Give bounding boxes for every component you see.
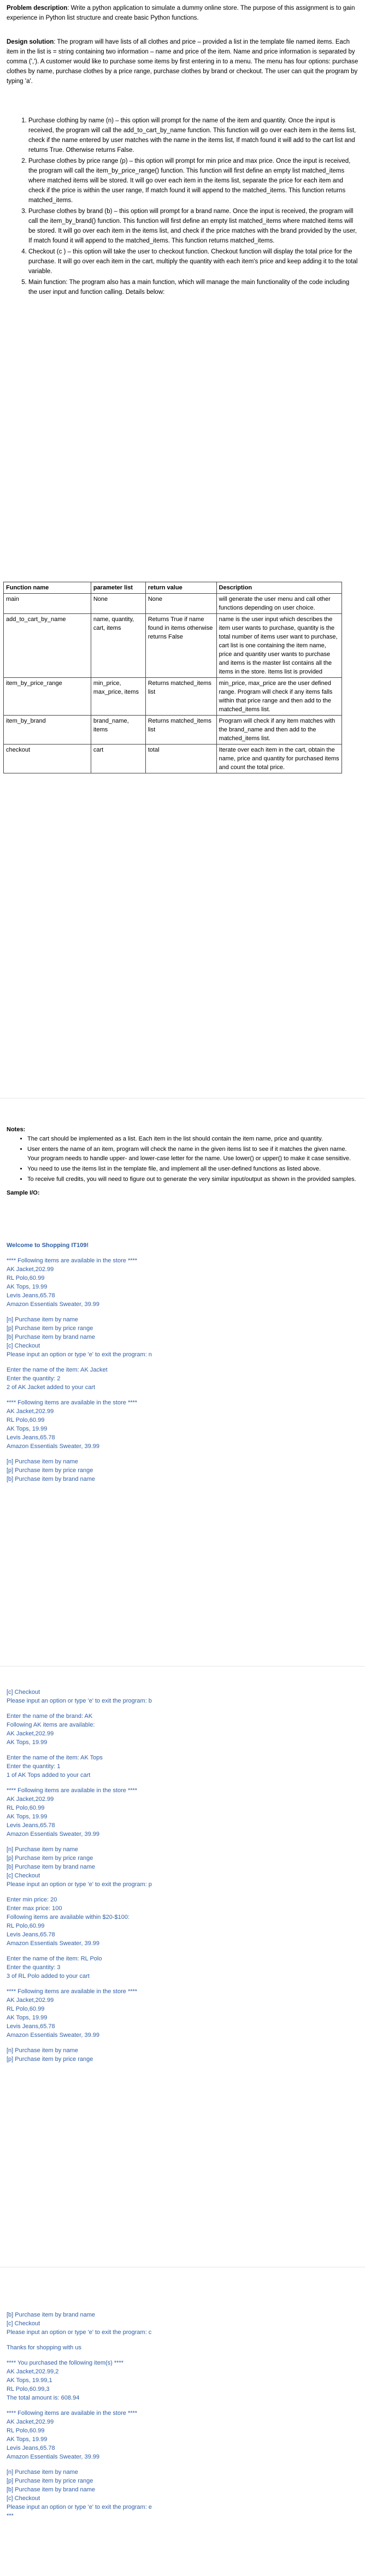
list-item: Amazon Essentials Sweater, 39.99 xyxy=(7,1443,99,1450)
list-item: 3. Purchase clothes by brand (b) – this option will prompt for a brand name. Once the input is received, the program will call the item_by_brand() function. This function will first define an empty list matched_items where matched items will be stored. It will go over each item in the items list, and check if the price matches with the brand provided by the user, If match found it will append to the matched_items. This function returns matched_items. xyxy=(28,206,358,246)
welcome-text: Welcome to Shopping IT109! xyxy=(7,1242,89,1249)
prompt-line: Please input an option or type 'e' to exit the program: e xyxy=(7,2504,152,2510)
design-paragraph xyxy=(0,37,365,86)
list-item: RL Polo,60.99 xyxy=(7,1275,45,1281)
sample-label: Sample I/O: xyxy=(7,1190,40,1196)
list-item: RL Polo,60.99 xyxy=(7,1417,45,1423)
menu-option: [n] Purchase item by name xyxy=(7,2469,78,2475)
status-line: Following items are available within $20-$100: xyxy=(7,1914,130,1921)
avail-header: **** Following items are available in the store **** xyxy=(7,1787,138,1794)
list-item: RL Polo,60.99 xyxy=(7,2427,45,2434)
list-item: 2. Purchase clothes by price range (p) – this option will prompt for min price and max price. Once the input is received, the program will call the item_by_price_range() function. This function will first define an empty list matched_items where matched items will be stored. It will go over each item in the items list, separate the price for each item and check if the price is within the user range, If match found it will append to the matched_items. This function returns matched_items. xyxy=(28,156,358,205)
table-cell: checkout xyxy=(4,745,91,773)
table-cell: item_by_price_range xyxy=(4,678,91,716)
prompt-line: Enter the name of the item: RL Polo xyxy=(7,1955,102,1962)
table-cell: total xyxy=(145,745,216,773)
table-cell: will generate the user menu and call other functions depending on user choice. xyxy=(216,594,342,614)
total-line: The total amount is: 608.94 xyxy=(7,2395,80,2401)
prompt-line: Enter the name of the item: AK Tops xyxy=(7,1754,103,1761)
list-item: 5. Main function: The program also has a main function, which will manage the main functionality of the code including the user input and function calling. Details below: xyxy=(28,277,358,297)
table-cell: add_to_cart_by_name xyxy=(4,614,91,678)
prompt-line: Enter the name of the item: AK Jacket xyxy=(7,1367,108,1373)
table-cell: Iterate over each item in the cart, obtain the name, price and quantity for purchased items and count the total price. xyxy=(216,745,342,773)
sample-io-part-3 xyxy=(7,2311,356,2527)
list-item: AK Jacket,202.99 xyxy=(7,1997,54,2004)
menu-option: [b] Purchase item by brand name xyxy=(7,2486,96,2493)
table-cell: None xyxy=(145,594,216,614)
purchased-header: **** You purchased the following item(s) **** xyxy=(7,2360,124,2366)
table-header: return value xyxy=(145,582,216,594)
numbered-list xyxy=(0,116,365,298)
avail-header: **** Following items are available in the store **** xyxy=(7,1257,138,1264)
design-text: : The program will have lists of all clothes and price – provided a list in the template file named items. Each item in the list is = string containing two information – name and price of the item. Name and price information is separated by comma (','). A customer would like to purchase some items by first entering in to a menu. The menu has four options: purchase clothes by name, purchase clothes by a price range, purchase clothes by brand or checkout. The user can quit the program by typing 'a'. xyxy=(7,39,358,85)
prompt-line: Enter the quantity: 2 xyxy=(7,1375,61,1382)
function-table xyxy=(3,582,342,773)
notes-label: Notes: xyxy=(7,1126,26,1133)
menu-option: [p] Purchase item by price range xyxy=(7,1467,93,1474)
prompt-line: Enter the name of the brand: AK xyxy=(7,1713,93,1720)
menu-option: [p] Purchase item by price range xyxy=(7,1855,93,1862)
table-cell: min_price, max_price are the user defined range. Program will check if any items falls within that price range and then add to the matched_items list. xyxy=(216,678,342,716)
prompt-line: Please input an option or type 'e' to exit the program: c xyxy=(7,2329,152,2336)
table-header: Function name xyxy=(4,582,91,594)
table-cell: item_by_brand xyxy=(4,716,91,745)
menu-option: [c] Checkout xyxy=(7,2320,40,2327)
thanks-text: Thanks for shopping with us xyxy=(7,2344,81,2351)
list-item: Levis Jeans,65.78 xyxy=(7,2023,55,2030)
sample-io-part-2 xyxy=(7,1688,356,2070)
table-cell: Returns matched_items list xyxy=(145,716,216,745)
menu-option: [p] Purchase item by price range xyxy=(7,2056,93,2063)
table-row xyxy=(4,594,342,614)
list-item: Levis Jeans,65.78 xyxy=(7,2445,55,2451)
list-item: AK Tops, 19.99 xyxy=(7,1284,48,1290)
list-item: AK Tops, 19.99 xyxy=(7,1813,48,1820)
prompt-line: Please input an option or type 'e' to exit the program: p xyxy=(7,1881,152,1888)
menu-option: [b] Purchase item by brand name xyxy=(7,1334,96,1340)
avail-header: **** Following items are available in the store **** xyxy=(7,1988,138,1995)
menu-option: [c] Checkout xyxy=(7,1872,40,1879)
table-cell: main xyxy=(4,594,91,614)
list-item: Amazon Essentials Sweater, 39.99 xyxy=(7,1301,99,1308)
list-item: Levis Jeans,65.78 xyxy=(7,1292,55,1299)
menu-option: [n] Purchase item by name xyxy=(7,1846,78,1853)
table-cell: None xyxy=(91,594,145,614)
list-item: AK Jacket,202.99 xyxy=(7,2419,54,2425)
menu-option: [c] Checkout xyxy=(7,1689,40,1695)
table-cell: name, quantity, cart, items xyxy=(91,614,145,678)
list-item: • User enters the name of an item, program will check the name in the given items list to see if it matches the given name. Your program needs to handle upper- and lower-case letter for the name. Use lower() or upper() to make it case sensitive. xyxy=(27,1145,358,1163)
problem-paragraph xyxy=(0,3,365,23)
status-line: 1 of AK Tops added to your cart xyxy=(7,1772,91,1779)
list-item: AK Jacket,202.99,2 xyxy=(7,2368,59,2375)
menu-option: [n] Purchase item by name xyxy=(7,1458,78,1465)
list-item: • You need to use the items list in the template file, and implement all the user-defined functions as listed above. xyxy=(27,1165,358,1174)
problem-label: Problem description xyxy=(7,5,68,11)
menu-option: [c] Checkout xyxy=(7,1343,40,1349)
design-label: Design solution xyxy=(7,39,54,45)
table-cell: Returns matched_items list xyxy=(145,678,216,716)
list-item: AK Jacket,202.99 xyxy=(7,1266,54,1273)
list-item: RL Polo,60.99 xyxy=(7,1805,45,1811)
list-item: Amazon Essentials Sweater, 39.99 xyxy=(7,2032,99,2039)
table-cell: brand_name, items xyxy=(91,716,145,745)
prompt-line: Please input an option or type 'e' to exit the program: n xyxy=(7,1351,152,1358)
list-item: AK Tops, 19.99 xyxy=(7,1739,48,1746)
prompt-line: Enter max price: 100 xyxy=(7,1905,62,1912)
list-item: Levis Jeans,65.78 xyxy=(7,1434,55,1441)
table-cell: Program will check if any item matches with the brand_name and then add to the matched_items list. xyxy=(216,716,342,745)
problem-text: : Write a python application to simulate a dummy online store. The purpose of this assignment is to gain experience in Python list structure and create basic Python functions. xyxy=(7,5,355,21)
prompt-line: Enter the quantity: 1 xyxy=(7,1763,61,1770)
list-item: AK Tops, 19.99 xyxy=(7,2014,48,2021)
menu-option: [n] Purchase item by name xyxy=(7,1316,78,1323)
table-header: parameter list xyxy=(91,582,145,594)
list-item: AK Jacket,202.99 xyxy=(7,1796,54,1803)
menu-option: [b] Purchase item by brand name xyxy=(7,1864,96,1870)
menu-option: [b] Purchase item by brand name xyxy=(7,2312,96,2318)
prompt-line: Enter the quantity: 3 xyxy=(7,1964,61,1971)
status-line: 2 of AK Jacket added to your cart xyxy=(7,1384,96,1391)
status-line: 3 of RL Polo added to your cart xyxy=(7,1973,90,1980)
list-item: • The cart should be implemented as a list. Each item in the list should contain the item name, price and quantity. xyxy=(27,1135,358,1144)
prompt-line: Enter min price: 20 xyxy=(7,1896,57,1903)
table-row xyxy=(4,745,342,773)
list-item: AK Jacket,202.99 xyxy=(7,1408,54,1415)
list-item: AK Tops, 19.99,1 xyxy=(7,2377,52,2384)
list-item: RL Polo,60.99,3 xyxy=(7,2386,50,2392)
avail-header: **** Following items are available in the store **** xyxy=(7,2410,138,2417)
menu-option: [b] Purchase item by brand name xyxy=(7,1476,96,1482)
list-item: Levis Jeans,65.78 xyxy=(7,1931,55,1938)
table-cell: Returns True if name found in items otherwise returns False xyxy=(145,614,216,678)
list-item: 4. Checkout (c ) – this option will take the user to checkout function. Checkout function will display the total price for the purchase. It will go over each item in the cart, multiply the quantity with each item's price and keep adding it to the total variable. xyxy=(28,247,358,276)
table-row xyxy=(4,716,342,745)
page-1 xyxy=(0,0,365,1098)
table-row xyxy=(4,678,342,716)
list-item: Amazon Essentials Sweater, 39.99 xyxy=(7,2454,99,2460)
list-item: AK Tops, 19.99 xyxy=(7,2436,48,2443)
status-line: Following AK items are available: xyxy=(7,1722,95,1728)
prompt-line: Please input an option or type 'e' to exit the program: b xyxy=(7,1698,152,1704)
list-item: RL Polo,60.99 xyxy=(7,1923,45,1929)
page-3 xyxy=(0,1666,365,2576)
menu-option: [p] Purchase item by price range xyxy=(7,1325,93,1332)
list-item: RL Polo,60.99 xyxy=(7,2006,45,2012)
menu-option: [n] Purchase item by name xyxy=(7,2047,78,2054)
table-cell: cart xyxy=(91,745,145,773)
table-cell: name is the user input which describes the item user wants to purchase, quantity is the total number of items user want to purchase, cart list is one containing the item name, price and quantity user wants to purchase and items is the master list contains all the items in the store. Items list is provided xyxy=(216,614,342,678)
list-item: AK Jacket,202.99 xyxy=(7,1730,54,1737)
menu-option: [c] Checkout xyxy=(7,2495,40,2502)
ellipsis-line: *** xyxy=(7,2513,14,2519)
notes-section xyxy=(0,1125,365,1198)
page-2 xyxy=(0,1098,365,1666)
table-header-row xyxy=(4,582,342,594)
table-cell: min_price, max_price, items xyxy=(91,678,145,716)
menu-option: [p] Purchase item by price range xyxy=(7,2478,93,2484)
table-row xyxy=(4,614,342,678)
avail-header: **** Following items are available in the store **** xyxy=(7,1399,138,1406)
list-item: Levis Jeans,65.78 xyxy=(7,1822,55,1829)
table-header: Description xyxy=(216,582,342,594)
sample-io-part-1 xyxy=(7,1241,356,1490)
list-item: 1. Purchase clothing by name (n) – this option will prompt for the name of the item and quantity. Once the input is received, the program will call the add_to_cart_by_name function. This function will go over each item in the items list, check if the name entered by user matches with the name in the items list, If match found it will add to the cart list and returns True. Otherwise returns False. xyxy=(28,116,358,155)
list-item: Amazon Essentials Sweater, 39.99 xyxy=(7,1940,99,1947)
list-item: AK Tops, 19.99 xyxy=(7,1426,48,1432)
list-item: Amazon Essentials Sweater, 39.99 xyxy=(7,1831,99,1838)
list-item: • To receive full credits, you will need to figure out to generate the very similar input/output as shown in the provided samples. xyxy=(27,1175,358,1184)
